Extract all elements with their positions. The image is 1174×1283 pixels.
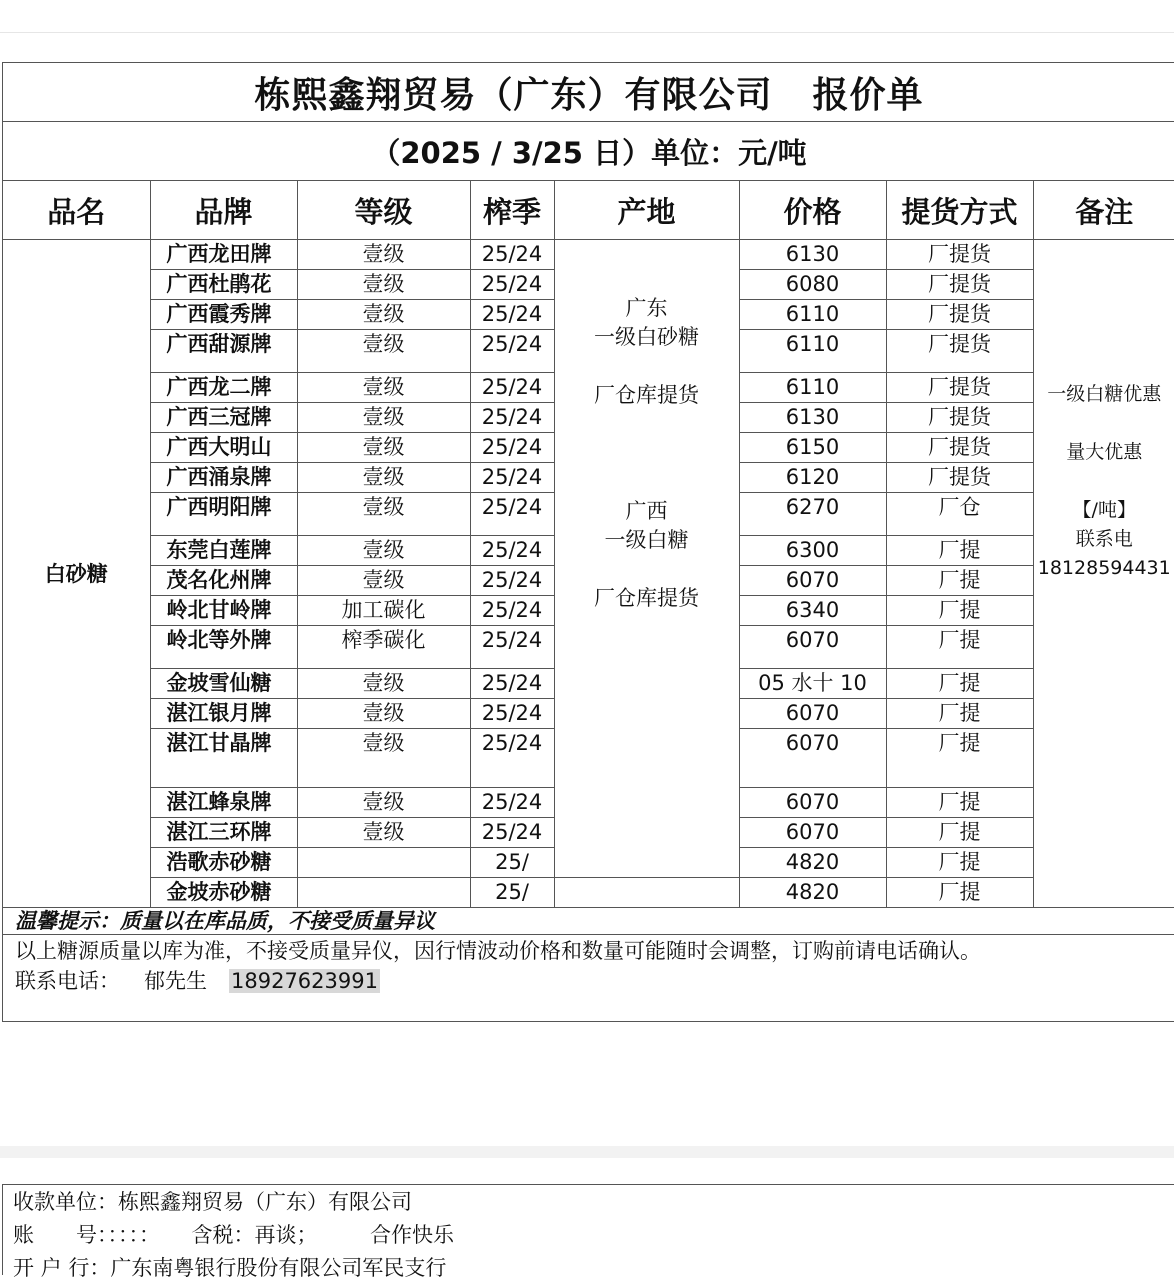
origin-cell (554, 240, 739, 878)
origin-gx-pickup: 厂仓库提货 (555, 584, 739, 613)
grade-cell: 壹级 (297, 270, 470, 300)
price-cell: 6110 (739, 373, 886, 403)
pickup-cell: 厂提 (886, 536, 1033, 566)
season-cell: 25/24 (470, 463, 554, 493)
pickup-cell: 厂提 (886, 566, 1033, 596)
season-cell: 25/24 (470, 788, 554, 818)
grade-cell: 壹级 (297, 669, 470, 699)
note-phone: 18128594431 (1034, 554, 1174, 583)
brand-cell: 广西龙二牌 (150, 373, 297, 403)
table-row (3, 240, 1174, 270)
grade-cell: 加工碳化 (297, 596, 470, 626)
brand-cell: 湛江三环牌 (150, 818, 297, 848)
season-cell: 25/24 (470, 818, 554, 848)
col-header-pickup: 提货方式 (886, 181, 1033, 240)
price-cell: 6340 (739, 596, 886, 626)
note-cell (1033, 240, 1174, 908)
grade-cell: 壹级 (297, 373, 470, 403)
note-unit: 【/吨】 (1034, 496, 1174, 525)
grade-cell: 壹级 (297, 788, 470, 818)
pickup-cell: 厂提 (886, 729, 1033, 788)
price-cell: 6070 (739, 788, 886, 818)
season-cell: 25/24 (470, 300, 554, 330)
season-cell: 25/24 (470, 433, 554, 463)
price-cell: 6110 (739, 300, 886, 330)
note-promo: 一级白糖优惠 (1034, 380, 1174, 409)
brand-cell: 茂名化州牌 (150, 566, 297, 596)
season-cell: 25/24 (470, 699, 554, 729)
pickup-cell: 厂提 (886, 626, 1033, 669)
season-cell: 25/24 (470, 566, 554, 596)
season-cell: 25/24 (470, 669, 554, 699)
price-table (3, 181, 1174, 908)
grade-cell: 壹级 (297, 300, 470, 330)
note-contact-label: 联系电 (1034, 525, 1174, 554)
note-volume: 量大优惠 (1034, 438, 1174, 467)
table-row (3, 878, 1174, 908)
pickup-cell: 厂提 (886, 818, 1033, 848)
col-header-note: 备注 (1033, 181, 1174, 240)
price-cell: 6070 (739, 729, 886, 788)
page-title (3, 63, 1174, 122)
pickup-cell: 厂提货 (886, 373, 1033, 403)
brand-cell: 广西明阳牌 (150, 493, 297, 536)
pickup-cell: 厂提 (886, 848, 1033, 878)
price-cell: 6300 (739, 536, 886, 566)
price-cell: 4820 (739, 848, 886, 878)
origin-gd-grade: 一级白砂糖 (555, 323, 739, 352)
season-cell: 25/ (470, 848, 554, 878)
brand-cell: 东莞白莲牌 (150, 536, 297, 566)
price-cell: 6070 (739, 566, 886, 596)
season-cell: 25/24 (470, 403, 554, 433)
payee-line: 收款单位：栋熙鑫翔贸易（广东）有限公司 (13, 1187, 412, 1217)
pickup-cell: 厂提货 (886, 240, 1033, 270)
col-header-brand: 品牌 (150, 181, 297, 240)
brand-cell: 金坡赤砂糖 (150, 878, 297, 908)
col-header-price: 价格 (739, 181, 886, 240)
price-cell: 05 水十 10 (739, 669, 886, 699)
page-separator (0, 1146, 1174, 1158)
col-header-product: 品名 (3, 181, 150, 240)
origin-gx-region: 广西 (555, 497, 739, 526)
season-cell: 25/24 (470, 536, 554, 566)
season-cell: 25/24 (470, 330, 554, 373)
grade-cell (297, 848, 470, 878)
origin-gd-region: 广东 (555, 294, 739, 323)
grade-cell: 壹级 (297, 330, 470, 373)
col-header-grade: 等级 (297, 181, 470, 240)
price-cell: 6130 (739, 240, 886, 270)
brand-cell: 湛江甘晶牌 (150, 729, 297, 788)
quotation-sheet (2, 62, 1174, 1022)
account-line: 账 号：：：：： 含税：再谈； 合作快乐 (13, 1220, 454, 1250)
season-cell: 25/24 (470, 240, 554, 270)
season-cell: 25/24 (470, 596, 554, 626)
company-name: 栋熙鑫翔贸易（广东）有限公司 (254, 67, 772, 118)
grade-cell: 壹级 (297, 699, 470, 729)
pickup-cell: 厂提货 (886, 403, 1033, 433)
pickup-cell: 厂提货 (886, 463, 1033, 493)
pickup-cell: 厂提货 (886, 300, 1033, 330)
brand-cell: 金坡雪仙糖 (150, 669, 297, 699)
brand-cell: 广西龙田牌 (150, 240, 297, 270)
grade-cell: 榨季碳化 (297, 626, 470, 669)
season-cell: 25/ (470, 878, 554, 908)
price-cell: 4820 (739, 878, 886, 908)
brand-cell: 广西涌泉牌 (150, 463, 297, 493)
brand-cell: 广西三冠牌 (150, 403, 297, 433)
bank-line: 开 户 行：广东南粤银行股份有限公司军民支行 (13, 1253, 446, 1283)
season-cell: 25/24 (470, 729, 554, 788)
pickup-cell: 厂提 (886, 669, 1033, 699)
pickup-cell: 厂仓 (886, 493, 1033, 536)
brand-cell: 岭北甘岭牌 (150, 596, 297, 626)
price-cell: 6130 (739, 403, 886, 433)
pickup-cell: 厂提 (886, 878, 1033, 908)
warm-tip: 温馨提示：质量以在库品质，不接受质量异议 (3, 907, 1174, 935)
grade-cell: 壹级 (297, 403, 470, 433)
origin-gd-pickup: 厂仓库提货 (555, 381, 739, 410)
col-header-origin: 产地 (554, 181, 739, 240)
pickup-cell: 厂提货 (886, 270, 1033, 300)
pickup-cell: 厂提 (886, 699, 1033, 729)
pickup-cell: 厂提货 (886, 433, 1033, 463)
pickup-cell: 厂提 (886, 788, 1033, 818)
brand-cell: 岭北等外牌 (150, 626, 297, 669)
grade-cell: 壹级 (297, 536, 470, 566)
price-cell: 6070 (739, 818, 886, 848)
price-cell: 6120 (739, 463, 886, 493)
grade-cell: 壹级 (297, 818, 470, 848)
contact-phone[interactable]: 18927623991 (229, 969, 380, 993)
pickup-cell: 厂提货 (886, 330, 1033, 373)
origin-cell-empty (554, 878, 739, 908)
price-cell: 6080 (739, 270, 886, 300)
table-header-row (3, 181, 1174, 240)
brand-cell: 湛江银月牌 (150, 699, 297, 729)
brand-cell: 湛江蜂泉牌 (150, 788, 297, 818)
price-cell: 6070 (739, 626, 886, 669)
grade-cell: 壹级 (297, 240, 470, 270)
contact-name: 郁先生 (144, 969, 207, 993)
pickup-cell: 厂提 (886, 596, 1033, 626)
payment-info (2, 1184, 1174, 1275)
document-type: 报价单 (813, 67, 924, 118)
season-cell: 25/24 (470, 493, 554, 536)
brand-cell: 广西大明山 (150, 433, 297, 463)
grade-cell (297, 878, 470, 908)
season-cell: 25/24 (470, 270, 554, 300)
origin-gx-grade: 一级白糖 (555, 526, 739, 555)
disclaimer-text: 以上糖源质量以库为准，不接受质量异仪，因行情波动价格和数量可能随时会调整，订购前请电话确认。 (15, 936, 981, 966)
date-unit-line: （2025 / 3/25 日）单位：元/吨 (3, 122, 1174, 181)
season-cell: 25/24 (470, 626, 554, 669)
top-divider (0, 32, 1174, 33)
grade-cell: 壹级 (297, 493, 470, 536)
contact-label: 联系电话： (15, 969, 120, 993)
brand-cell: 广西杜鹃花 (150, 270, 297, 300)
price-cell: 6150 (739, 433, 886, 463)
brand-cell: 广西甜源牌 (150, 330, 297, 373)
product-name-cell: 白砂糖 (3, 240, 150, 908)
brand-cell: 广西霞秀牌 (150, 300, 297, 330)
grade-cell: 壹级 (297, 566, 470, 596)
price-cell: 6270 (739, 493, 886, 536)
contact-line (15, 966, 380, 996)
brand-cell: 浩歌赤砂糖 (150, 848, 297, 878)
grade-cell: 壹级 (297, 463, 470, 493)
grade-cell: 壹级 (297, 729, 470, 788)
price-cell: 6070 (739, 699, 886, 729)
season-cell: 25/24 (470, 373, 554, 403)
price-cell: 6110 (739, 330, 886, 373)
col-header-season: 榨季 (470, 181, 554, 240)
grade-cell: 壹级 (297, 433, 470, 463)
